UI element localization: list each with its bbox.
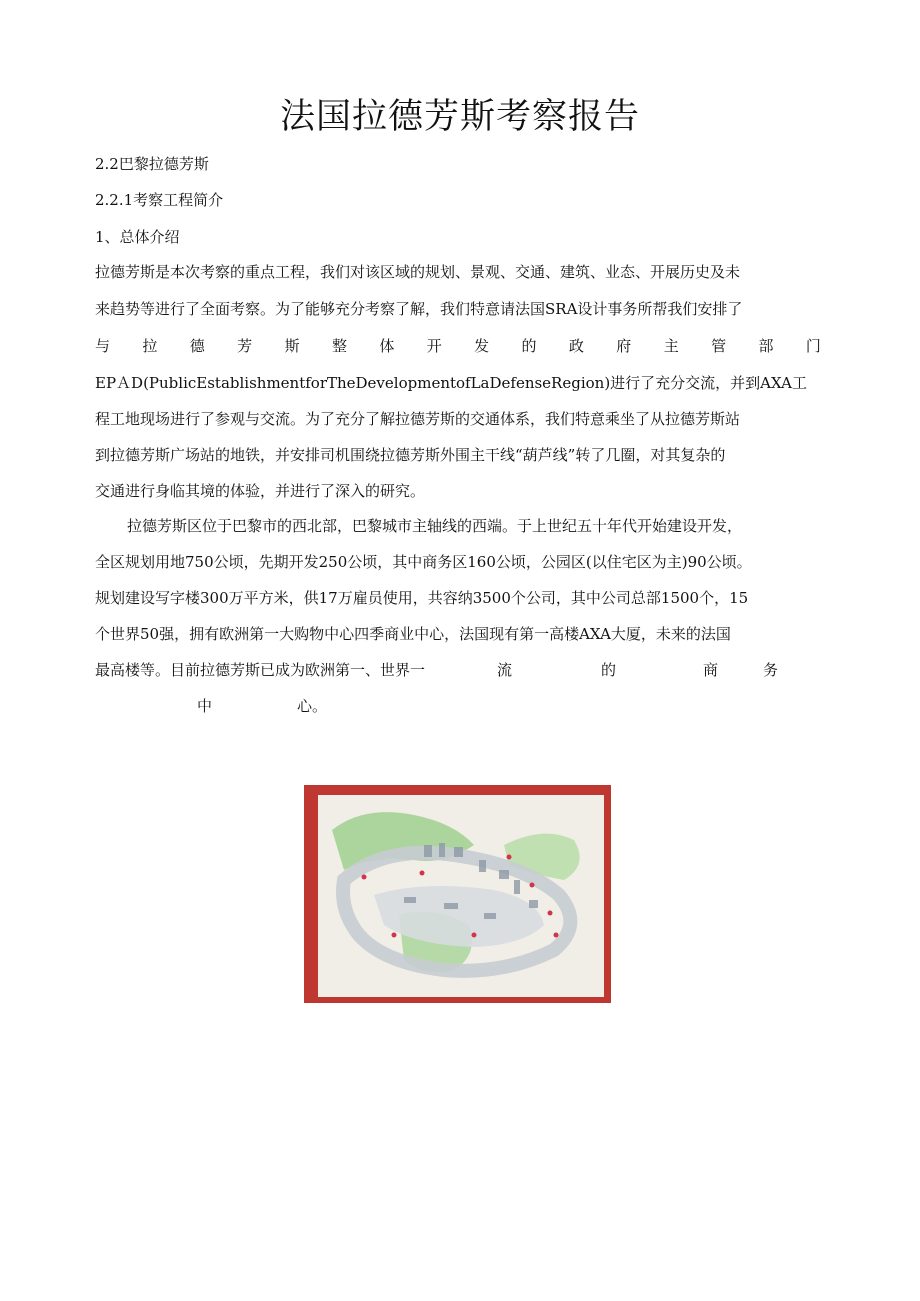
para2-line5-word: 商 — [703, 661, 719, 679]
justified-char: 管 — [711, 337, 727, 355]
justified-char: 主 — [663, 337, 679, 355]
para1-line6: 到拉德芳斯广场站的地铁，并安排司机围绕拉德芳斯外围主干线“葫芦线”转了几圈，对其复杂的 — [95, 446, 726, 464]
justified-char: 体 — [379, 337, 395, 355]
justified-char: 整 — [331, 337, 347, 355]
para2-line5: 最高楼等。目前拉德芳斯已成为欧洲第一、世界一 — [95, 661, 426, 679]
justified-char: 政 — [568, 337, 584, 355]
justified-char: 发 — [474, 337, 490, 355]
para1-line4: EPＡD(PublicEstablishmentforTheDevelopmentofLaDefenseRegion)进行了充分交流，并到AXA工 — [95, 374, 807, 392]
justified-char: 部 — [758, 337, 774, 355]
para1-line2: 来趋势等进行了全面考察。为了能够充分考察了解，我们特意请法国SRA设计事务所帮我们安排了 — [95, 300, 743, 318]
la-defense-model-photo — [304, 785, 611, 1003]
justified-char: 与 — [95, 337, 111, 355]
document-title: 法国拉德芳斯考察报告 — [279, 97, 640, 137]
heading-2-2: 2.2巴黎拉德芳斯 — [95, 155, 209, 173]
heading-overview: 1、总体介绍 — [95, 228, 180, 246]
para2-line5-word: 务 — [763, 661, 779, 679]
justified-char: 开 — [426, 337, 442, 355]
justified-char: 芳 — [237, 337, 253, 355]
para1-line5: 程工地现场进行了参观与交流。为了充分了解拉德芳斯的交通体系，我们特意乘坐了从拉德芳斯站 — [95, 410, 741, 428]
justified-char: 府 — [616, 337, 632, 355]
para2-line4: 个世界50强，拥有欧洲第一大购物中心四季商业中心，法国现有第一高楼AXA大厦，未来的法国 — [95, 625, 731, 643]
para2-line2: 全区规划用地750公顷，先期开发250公顷，其中商务区160公顷，公园区(以住宅区为主)90公顷。 — [95, 553, 752, 571]
justified-char: 拉 — [142, 337, 158, 355]
para2-line3: 规划建设写字楼300万平方米，供17万雇员使用，共容纳3500个公司，其中公司总部1500个，15 — [95, 589, 749, 607]
para2-line6-word: 心。 — [297, 697, 328, 715]
justified-char: 的 — [521, 337, 537, 355]
para2-line6-word: 中 — [197, 697, 213, 715]
para2-line5-word: 的 — [601, 661, 617, 679]
justified-char: 德 — [189, 337, 205, 355]
para2-line1: 拉德芳斯区位于巴黎市的西北部，巴黎城市主轴线的西端。于上世纪五十年代开始建设开发， — [127, 517, 743, 535]
para2-line5-word: 流 — [497, 661, 513, 679]
justified-char: 斯 — [284, 337, 300, 355]
para1-line3-justified — [95, 336, 821, 356]
para1-line1: 拉德芳斯是本次考察的重点工程，我们对该区域的规划、景观、交通、建筑、业态、开展历史及未 — [95, 263, 741, 281]
para1-line7: 交通进行身临其境的体验，并进行了深入的研究。 — [95, 482, 426, 500]
justified-char: 门 — [805, 337, 821, 355]
heading-2-2-1: 2.2.1考察工程简介 — [95, 191, 224, 209]
